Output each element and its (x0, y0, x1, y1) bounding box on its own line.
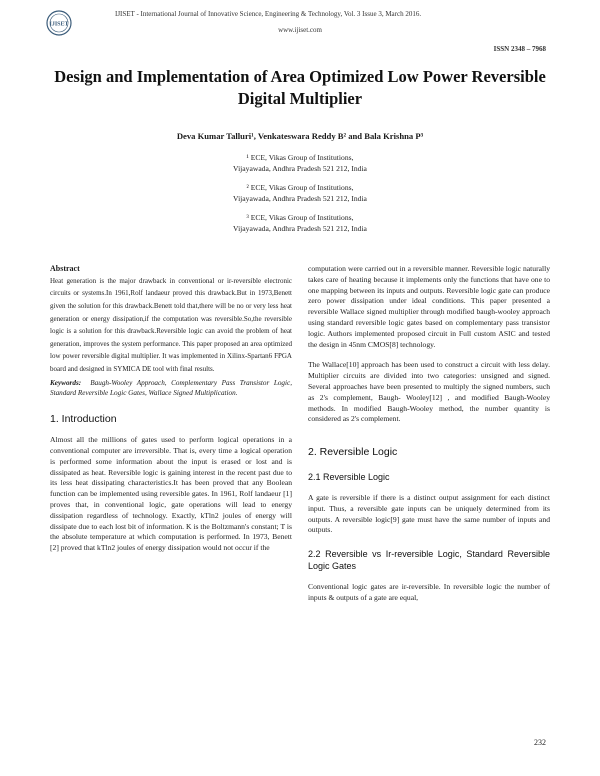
paper-title (40, 66, 560, 110)
affiliation-2-line-1: ² ECE, Vikas Group of Institutions, (246, 183, 354, 192)
page-number: 232 (534, 738, 546, 747)
title-line-1: Design and Implementation of Area Optimized Low Power Reversible (54, 67, 546, 86)
logo-text: IJISET (49, 21, 69, 28)
introduction-heading: 1. Introduction (50, 413, 117, 426)
left-column (50, 264, 292, 554)
affiliation-1-line-2: Vijayawada, Andhra Pradesh 521 212, India (233, 164, 367, 173)
affiliation-3-line-1: ³ ECE, Vikas Group of Institutions, (246, 213, 354, 222)
introduction-body: Almost all the millions of gates used to perform logical operations in a conventional computer are irreversible. That is, every time a logical operation is performed some information about the input is erased or lost and is dissipated as heat. Reversible logic is gaining interest in the recent past due to its less heat dissipating characteristics.It has been proved that any Boolean function can be implemented using reversible gates. In 1961, Rolf landaeur [1] proves that, in conventional logic, gate operations will lead to energy dissipation regardless of technology. Exactly, kTln2 joules of energy will dissipate due to each lost bit of information. K is the Boltzmann's constant; T is the absolute temperature at which computation is performed. In 1973, Benett [2] proved that kTln2 joules of energy dissipation would not occur if the (50, 435, 292, 553)
right-column (308, 264, 550, 604)
subsection-2-2-body: Conventional logic gates are ir-reversible. In reversible logic the number of inputs & outputs of a gate are equal, (308, 582, 550, 602)
keywords-list: Baugh-Wooley Approach, Complementary Pass Transistor Logic, Standard Reversible Logic Gates, Wallace Signed Multiplication. (50, 378, 292, 397)
right-paragraph-1: computation were carried out in a reversible manner. Reversible logic naturally takes care of heating because it implements only the functions that have one to one mapping between its inputs and outputs. Reversible logic gate can produce zero power dissipation under ideal conditions. This paper presented a reversible Wallace signed multiplier through modified baugh-wooley approach using standard reversible logic gates based on complementary pass transistor logic. Authors implemented proposed circuit in Full custom ASIC and tested the design in 45nm CMOS[8] technology. (308, 264, 550, 349)
abstract-heading: Abstract (50, 264, 80, 273)
subsection-2-2-heading: 2.2 Reversible vs Ir-reversible Logic, Standard Reversible Logic Gates (308, 549, 550, 572)
keywords-label: Keywords: (50, 378, 82, 387)
right-paragraph-2: The Wallace[10] approach has been used to construct a circuit with less delay. Multiplier circuits are divided into two categories: unsigned and signed. Several approaches have been presented to multiply the signed numbers, such as 2's complement, Baugh- Wooley[12] , and modified Baugh-Wooley methods. In modified Baugh-Wooley method, the number quantity is considered as 2's complement. (308, 360, 550, 424)
section-2-heading: 2. Reversible Logic (308, 446, 398, 459)
keywords (50, 378, 292, 399)
journal-url[interactable]: www.ijiset.com (278, 26, 322, 34)
journal-header: IJISET - International Journal of Innovative Science, Engineering & Technology, Vol. 3 Issue 3, March 2016. (115, 10, 422, 18)
subsection-2-1-heading: 2.1 Reversible Logic (308, 471, 390, 482)
affiliation-2-line-2: Vijayawada, Andhra Pradesh 521 212, India (233, 194, 367, 203)
affiliation-3-line-2: Vijayawada, Andhra Pradesh 521 212, India (233, 224, 367, 233)
affiliation-3 (0, 212, 600, 234)
authors: Deva Kumar Talluri¹, Venkateswara Reddy B² and Bala Krishna P³ (176, 131, 424, 141)
affiliation-1 (0, 152, 600, 174)
title-line-2: Digital Multiplier (237, 89, 363, 108)
abstract-body: Heat generation is the major drawback in conventional or ir-reversible electronic circuits or systems.In 1961,Rolf landaeur proved this drawback.But in 1973,Benett given the solution for this drawback.Benett told that,there will be no or very less heat generation or energy dissipation,if the computation was reversible.So,the reversible logic is a solution for this drawback.Reversible logic can avoid the problem of heat generation, improves the system performance. This paper proposed an area optimized low power reversible digital multiplier. It was implemented in Xilinx-Spartan6 FPGA board and designed in SYMICA DE tool with final results. (50, 276, 292, 373)
affiliation-1-line-1: ¹ ECE, Vikas Group of Institutions, (246, 153, 354, 162)
subsection-2-1-body: A gate is reversible if there is a distinct output assignment for each distinct input. Thus, a reversible gate inputs can be uniquely determined from its outputs. A reversible logic[9] gate must have the same number of inputs and outputs. (308, 492, 550, 535)
affiliation-2 (0, 182, 600, 204)
issn: ISSN 2348 – 7968 (493, 45, 546, 53)
